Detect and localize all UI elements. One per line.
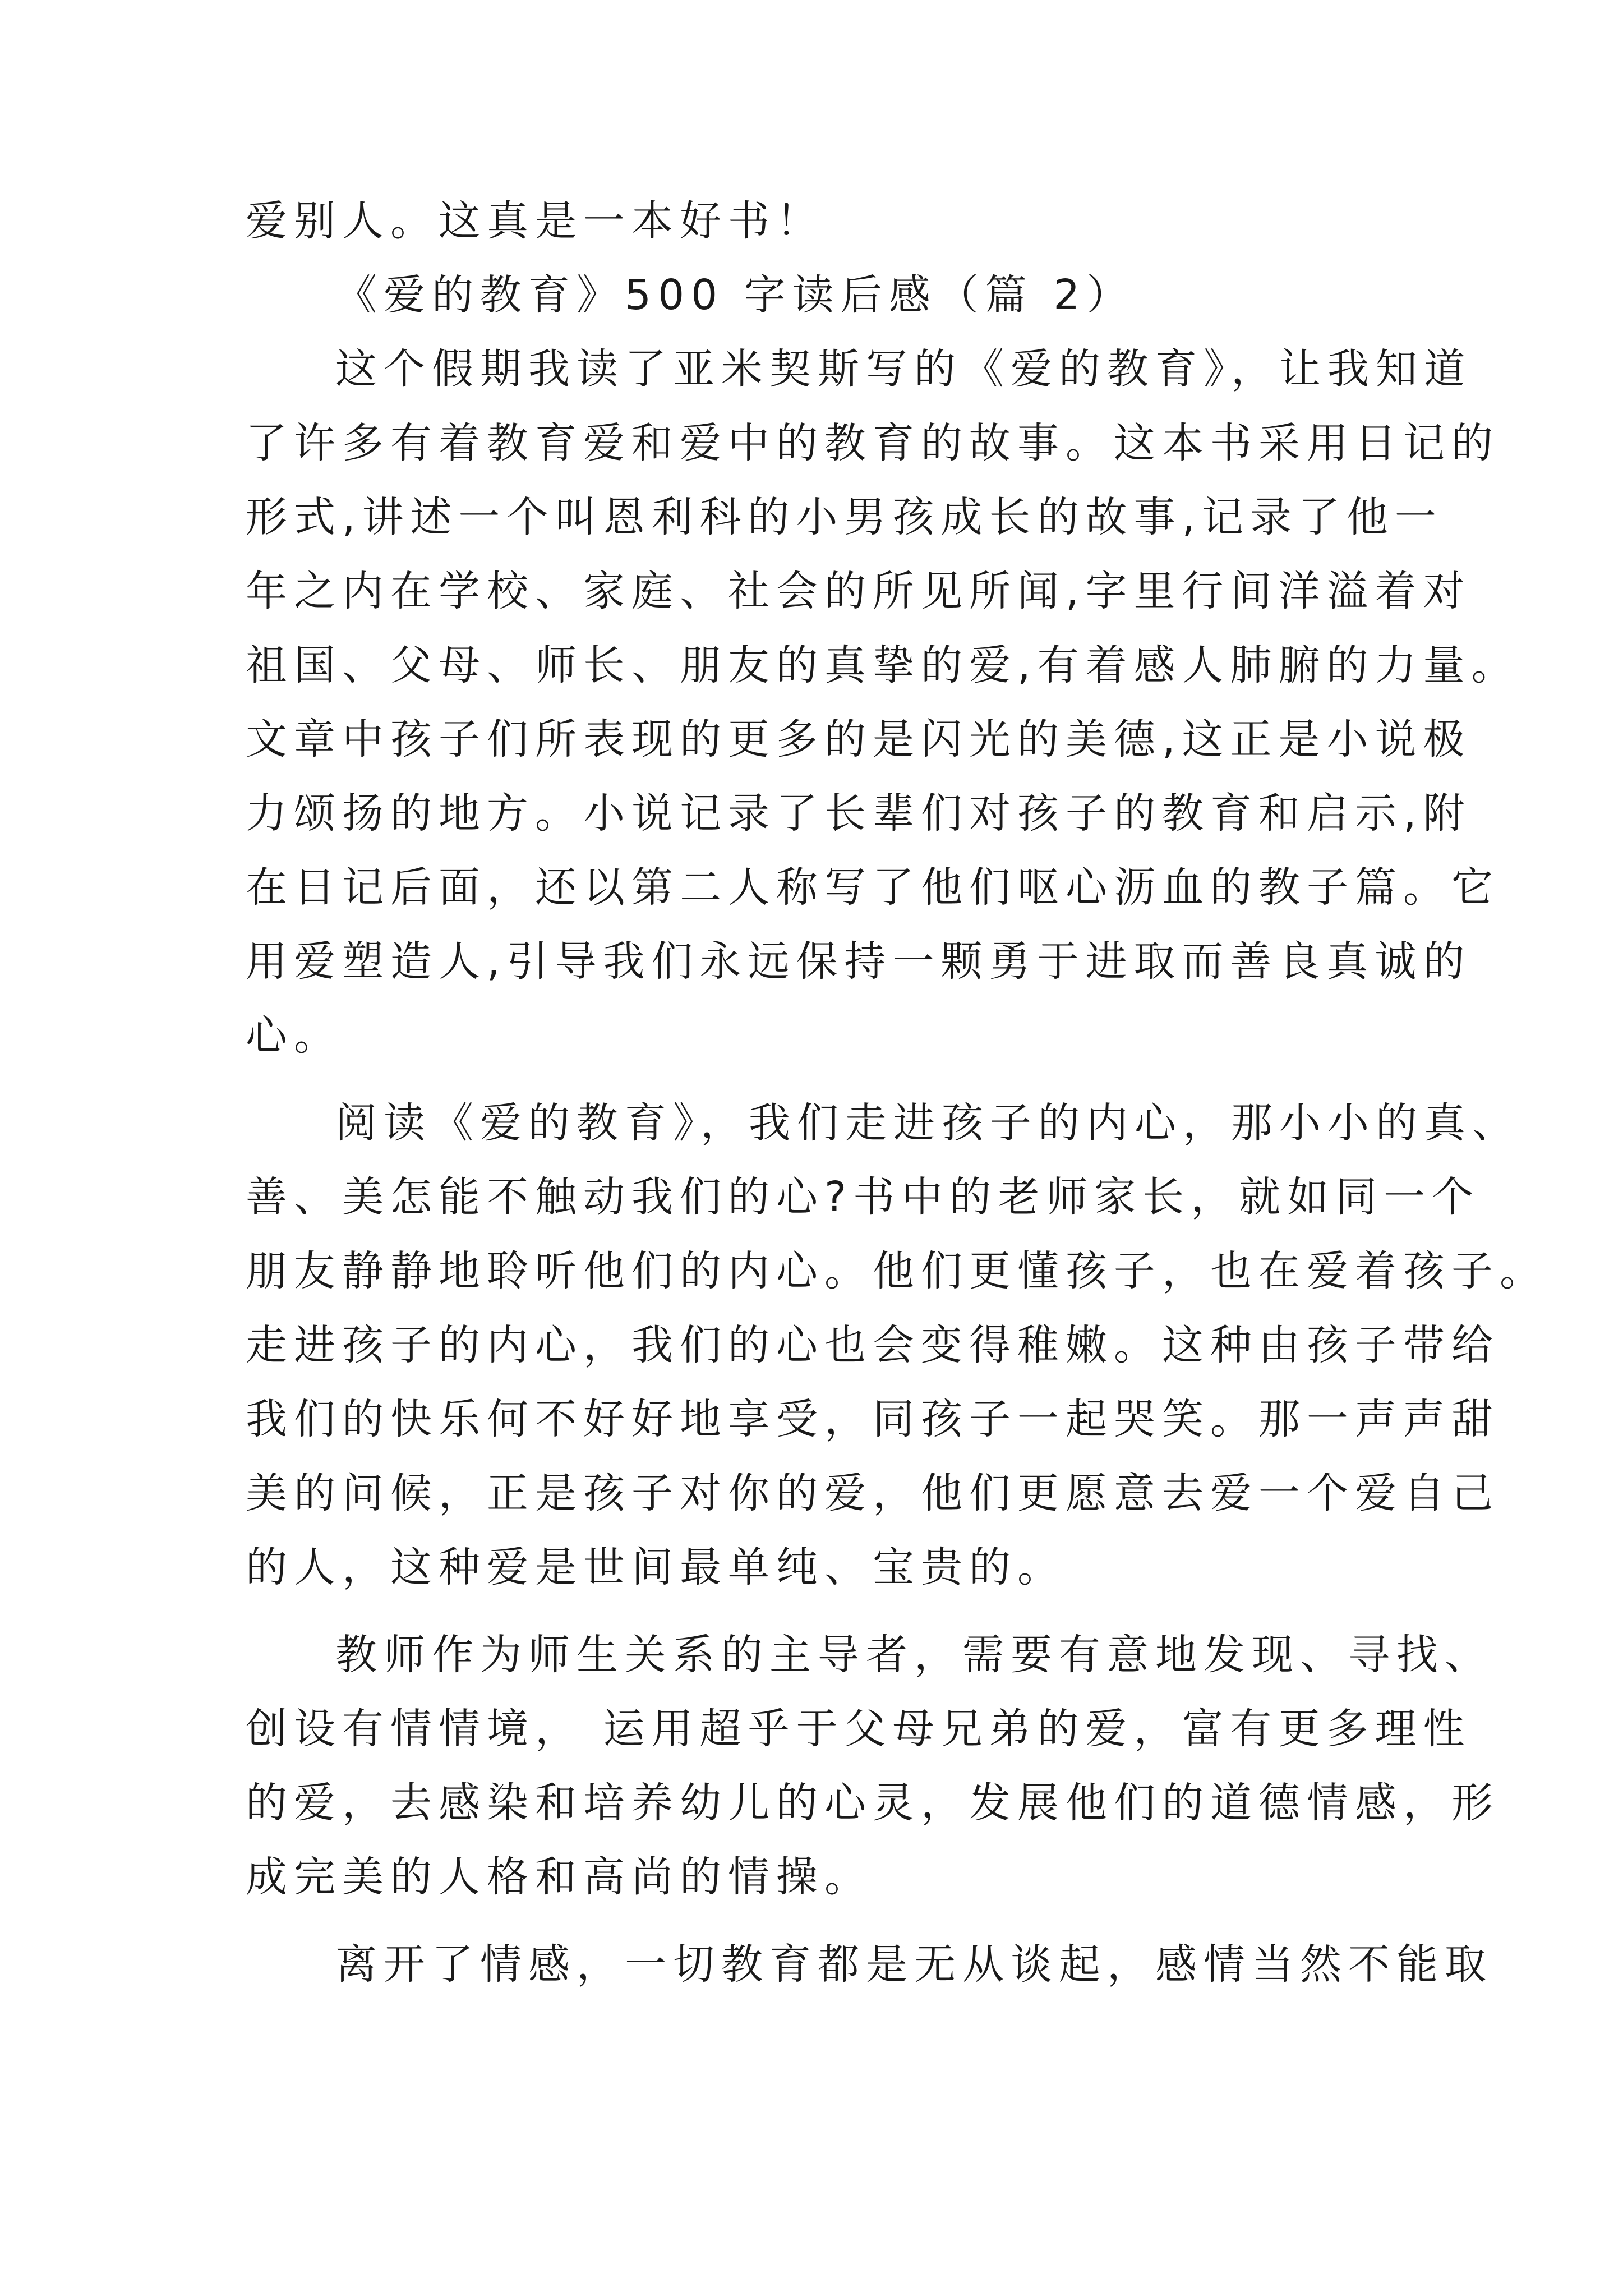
paragraph-line: 教师作为师生关系的主导者，需要有意地发现、寻找、 bbox=[335, 1631, 1493, 1679]
paragraph-line: 年之内在学校、家庭、社会的所见所闻,字里行间洋溢着对 bbox=[246, 567, 1472, 615]
paragraph-line: 用爱塑造人,引导我们永远保持一颗勇于进取而善良真诚的 bbox=[246, 937, 1472, 986]
paragraph-line: 阅读《爱的教育》，我们走进孩子的内心，那小小的真、 bbox=[335, 1099, 1520, 1147]
paragraph-line: 的人，这种爱是世间最单纯、宝贵的。 bbox=[246, 1543, 1066, 1591]
paragraph-gap bbox=[246, 1604, 1390, 1618]
paragraph-line: 美的问候，正是孩子对你的爱，他们更愿意去爱一个爱自己 bbox=[246, 1469, 1500, 1517]
paragraph-line: 在日记后面，还以第二人称写了他们呕心沥血的教子篇。它 bbox=[246, 863, 1500, 912]
paragraph-line: 善、美怎能不触动我们的心?书中的老师家长，就如同一个 bbox=[246, 1173, 1481, 1221]
paragraph-line: 祖国、父母、师长、朋友的真挚的爱,有着感人肺腑的力量。 bbox=[246, 641, 1520, 689]
paragraph-2 bbox=[246, 1086, 1548, 1604]
paragraph-line: 心。 bbox=[246, 1011, 342, 1060]
paragraph-line: 朋友静静地聆听他们的内心。他们更懂孩子，也在爱着孩子。 bbox=[246, 1247, 1548, 1295]
paragraph-line: 这个假期我读了亚米契斯写的《爱的教育》，让我知道 bbox=[335, 345, 1472, 393]
paragraph-line: 离开了情感，一切教育都是无从谈起，感情当然不能取 bbox=[335, 1940, 1493, 1989]
paragraph-line: 力颂扬的地方。小说记录了长辈们对孩子的教育和启示,附 bbox=[246, 789, 1472, 838]
continuation-line: 爱别人。这真是一本好书！ bbox=[246, 197, 824, 245]
paragraph-line: 文章中孩子们所表现的更多的是闪光的美德,这正是小说极 bbox=[246, 715, 1472, 763]
paragraph-line: 形式,讲述一个叫恩利科的小男孩成长的故事,记录了他一 bbox=[246, 493, 1444, 541]
paragraph-line: 的爱，去感染和培养幼儿的心灵，发展他们的道德情感，形 bbox=[246, 1779, 1500, 1827]
paragraph-line: 我们的快乐何不好好地享受，同孩子一起哭笑。那一声声甜 bbox=[246, 1395, 1500, 1443]
paragraph-gap bbox=[246, 1073, 1390, 1086]
essay-title: 《爱的教育》500 字读后感（篇 2） bbox=[335, 271, 1135, 319]
paragraph-line: 创设有情情境， 运用超乎于父母兄弟的爱，富有更多理性 bbox=[246, 1705, 1472, 1753]
paragraph-1 bbox=[246, 332, 1520, 1073]
paragraph-line: 成完美的人格和高尚的情操。 bbox=[246, 1853, 873, 1901]
document-body bbox=[246, 184, 1548, 2001]
paragraph-line: 走进孩子的内心，我们的心也会变得稚嫩。这种由孩子带给 bbox=[246, 1321, 1500, 1369]
paragraph-gap bbox=[246, 1914, 1390, 1927]
paragraph-4 bbox=[246, 1927, 1493, 2001]
paragraph-line: 了许多有着教育爱和爱中的教育的故事。这本书采用日记的 bbox=[246, 419, 1500, 467]
paragraph-3 bbox=[246, 1618, 1500, 1914]
